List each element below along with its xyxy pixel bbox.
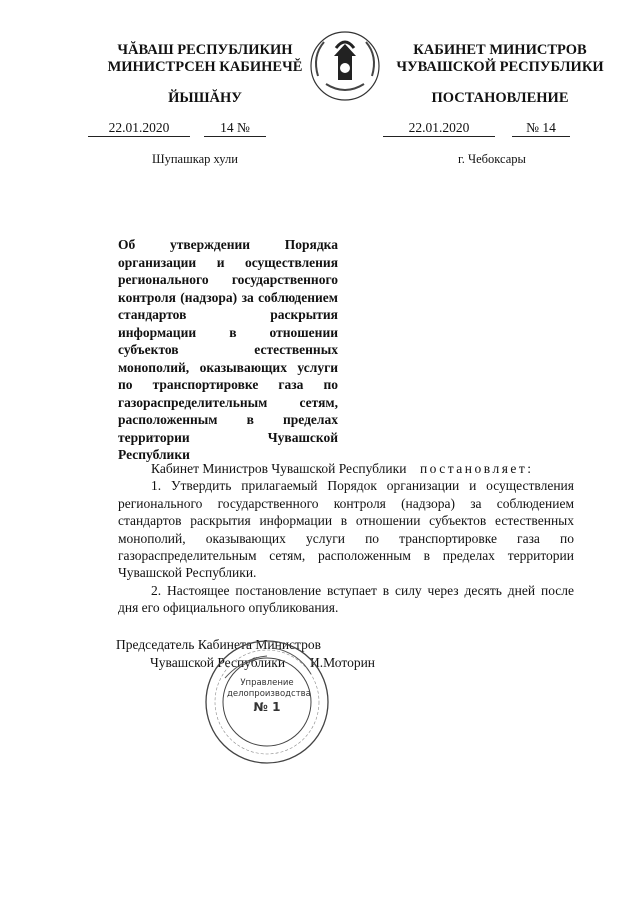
place-left: Шупашкар хули [152,152,238,166]
header-left-line2: МИНИСТРСЕН КАБИНЕЧĔ [107,59,303,75]
header-left-title [90,42,320,76]
header-left-line1: ЧĂВАШ РЕСПУБЛИКИН [117,42,293,58]
stamp-text-1: Управление [240,678,294,688]
number-left: 14 № [204,120,266,137]
paragraph-2: 2. Настоящее постановление вступает в силу через десять дней после дня его официального опубликования. [118,582,574,616]
number-right: № 14 [512,120,570,137]
stamp-text-3: № 1 [253,700,281,714]
document-body [118,460,574,617]
doctype-left: ЙЫШĂНУ [168,90,242,106]
place-right: г. Чебоксары [458,152,526,166]
intro-paragraph [118,460,574,477]
paragraph-1: 1. Утвердить прилагаемый Порядок организации и осуществления регионального государственного контроля (надзора) за соблюдением стандартов раскрытия информации в отношении субъектов естественных монополий, оказывающих услуги по транспортировке газа по газораспределительным сетям, расположенным в пределах территории Чувашской Республики. [118,478,574,581]
doctype-right: ПОСТАНОВЛЕНИЕ [431,90,569,106]
date-right: 22.01.2020 [383,120,495,137]
date-left: 22.01.2020 [88,120,190,137]
header-right-line1: КАБИНЕТ МИНИСТРОВ [413,42,587,58]
document-title: Об утверждении Порядка организации и осуществления регионального государственного контроля (надзора) за соблюдением стандартов раскрытия информации в отношении субъектов естественных монополий, оказывающих услуги по транспортировке газа по газораспределительным сетям, расположенным в пределах территории Чувашской Республики [118,237,338,462]
signature-name: И.Моторин [310,655,376,670]
intro-verb: постановляет: [419,461,534,476]
header-right-title [385,42,615,76]
official-stamp [203,638,331,766]
signature-position-line1: Председатель Кабинета Министров [116,637,321,652]
intro-subject: Кабинет Министров Чувашской Республики [151,461,407,476]
stamp-text-2: делопроизводства [227,689,311,699]
header-right-line2: ЧУВАШСКОЙ РЕСПУБЛИКИ [396,59,604,75]
signature-position-line2: Чувашской Республики [150,655,286,670]
